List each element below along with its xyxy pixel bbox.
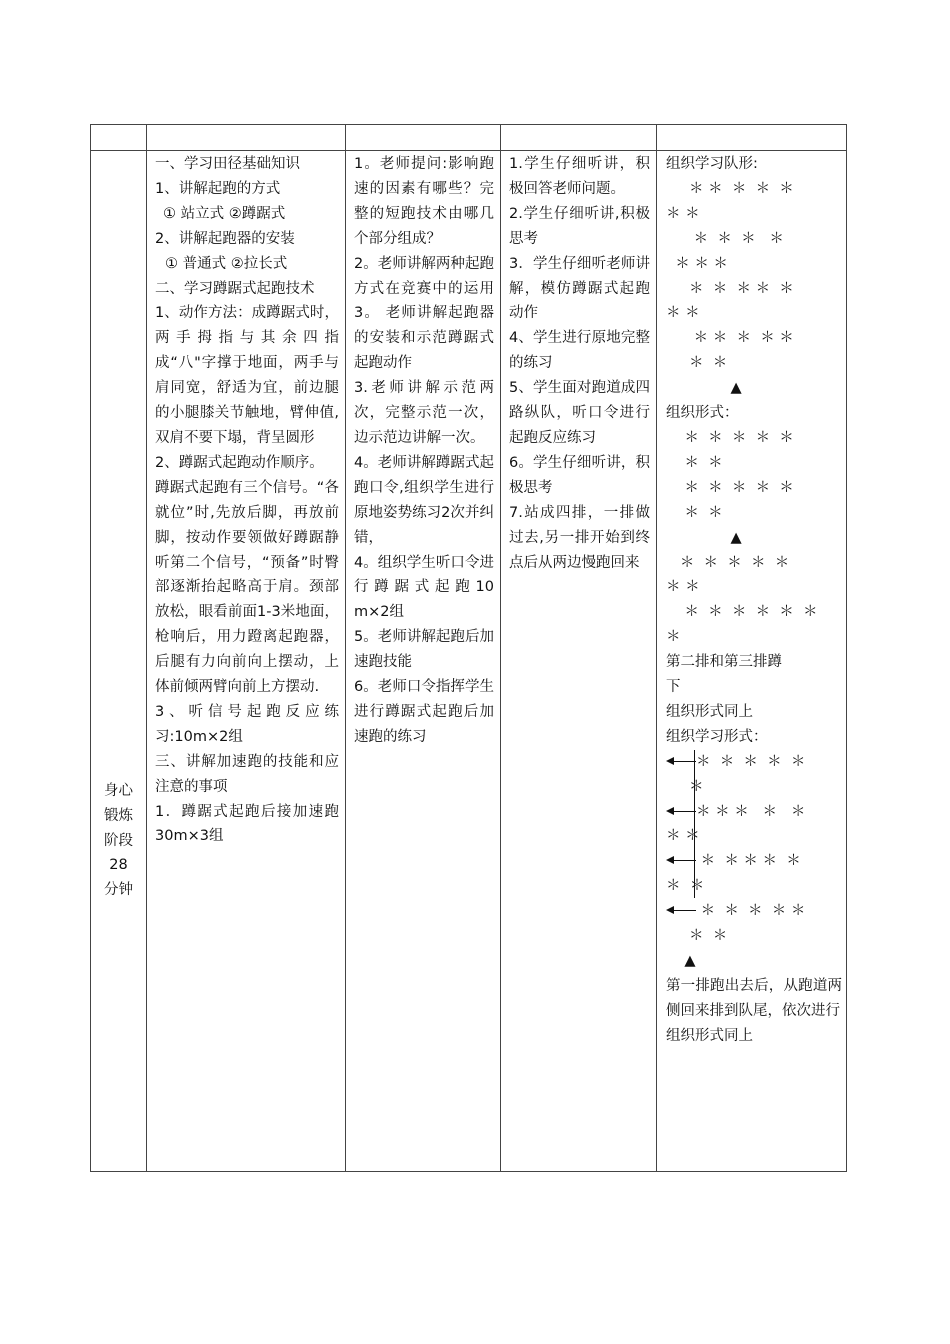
formation-row: ＊ ＊ ＊ ＊ ＊ (666, 429, 794, 446)
formation-row: ＊ ＊ ＊ ＊ ＊ (666, 330, 794, 347)
student-line: 6。学生仔细听讲，积极思考 (509, 454, 650, 496)
org-text: 组织形式同上 (666, 703, 753, 720)
org-title: 组织形式： (666, 405, 739, 422)
header-cell-3 (346, 125, 501, 151)
content-line: 2、蹲踞式起跑动作顺序。 (155, 454, 324, 471)
header-cell-2 (147, 125, 346, 151)
formation-row: ＊ ＊ (666, 928, 728, 945)
formation-row: ＊ (666, 778, 704, 795)
student-line: 2.学生仔细听讲,积极思考 (509, 205, 650, 247)
formation-row: ＊ ＊ ＊ (666, 255, 728, 272)
content-line: 2、讲解起跑器的安装 (155, 230, 295, 247)
formation-row: ＊ ＊ (666, 878, 705, 895)
formation-row: ＊ ＊ ＊ ＊ ＊ (696, 853, 801, 870)
formation-row: ＊ ＊ (666, 579, 700, 596)
formation-row: ＊ (666, 629, 681, 646)
formation-row: ＊ ＊ (666, 454, 723, 471)
teacher-triangle-icon: ▲ (666, 953, 696, 969)
header-row (91, 125, 847, 151)
org-title: 组织学习队形: (666, 156, 758, 172)
content-line: ① 站立式 ②蹲踞式 (163, 205, 286, 222)
formation-row: ＊ ＊ ＊ ＊ ＊ ＊ (666, 604, 818, 621)
content-line: 二、学习蹲踞式起跑技术 (155, 280, 315, 297)
student-line: 1.学生仔细听讲，积极回答老师问题。 (509, 156, 650, 197)
organization-cell (657, 151, 847, 1172)
stage-cell (91, 151, 147, 1172)
content-line: 一、学习田径基础知识 (155, 156, 300, 172)
student-line: 5、学生面对跑道成四路纵队，听口令进行起跑反应练习 (509, 380, 650, 446)
content-line: 蹲踞式起跑有三个信号。“各就位”时,先放后脚，再放前脚，按动作要领做好蹲踞静听第二个信号，“预备”时臀部逐渐抬起略高于肩。颈部放松，眼看前面1-3米地面，枪响后，用力蹬离起跑器，后腿有力向前向上摆动，上体前倾两臂向前上方摆动. (155, 479, 339, 696)
left-arrow-icon (666, 800, 696, 824)
teacher-triangle-icon: ▲ (666, 380, 742, 397)
formation-row: ＊ ＊ ＊ ＊ ＊ (666, 554, 790, 571)
formation-row: ＊ ＊ ＊ ＊ ＊ (666, 479, 794, 496)
student-line: 7.站成四排，一排做过去,另一排开始到终点后从两边慢跑回来 (509, 504, 650, 571)
header-cell-1 (91, 125, 147, 151)
lesson-plan-table (90, 124, 847, 1172)
student-line: 3．学生仔细听老师讲解，模仿蹲踞式起跑动作 (509, 255, 650, 322)
student-cell (501, 151, 657, 1172)
teacher-line: 5。老师讲解起跑后加速跑技能 (354, 629, 494, 671)
content-line: 3、听信号起跑反应练习:10m×2组 (155, 703, 339, 745)
content-line: 1、动作方法：成蹲踞式时，两手拇指与其余四指成“八"字撑于地面，两手与肩同宽，舒适为宜，前边腿的小腿膝关节触地，臂伸值,双肩不要下塌，背呈圆形 (155, 305, 339, 446)
org-title: 组织学习形式： (666, 728, 768, 745)
formation-row: ＊ ＊ ＊ ＊ ＊ (696, 753, 806, 770)
org-text: 第一排跑出去后，从跑道两侧回来排到队尾，依次进行 (666, 977, 842, 1019)
org-text: 第二排和第三排蹲 (666, 654, 782, 671)
teacher-line: 4。组织学生听口令进行蹲踞式起跑10 m×2组 (354, 554, 494, 621)
stage-label: 身心锻炼阶段28分钟 (104, 782, 133, 899)
formation-row: ＊ ＊ (666, 504, 723, 521)
header-cell-5 (657, 125, 847, 151)
formation-row: ＊ ＊ (666, 205, 700, 222)
formation-row: ＊ ＊ (666, 828, 700, 845)
student-line: 4、学生进行原地完整的练习 (509, 330, 650, 372)
teacher-line: 1。老师提问:影响跑速的因素有哪些？完整的短跑技术由哪几个部分组成？ (354, 156, 494, 247)
content-row (91, 151, 847, 1172)
teacher-line: 2。老师讲解两种起跑方式在竞赛中的运用3。 老师讲解起跑器的安装和示范蹲踞式起跑动作 (354, 255, 494, 372)
org-text: 组织形式同上 (666, 1027, 753, 1044)
teacher-triangle-icon: ▲ (666, 529, 742, 546)
header-cell-4 (501, 125, 657, 151)
left-arrow-icon (666, 750, 696, 774)
formation-row: ＊ ＊ ＊ ＊ ＊ (666, 280, 794, 297)
left-arrow-icon (666, 899, 696, 923)
formation-row: ＊ ＊ ＊ ＊ (666, 230, 784, 247)
org-text: 下 (666, 679, 681, 696)
formation-row: ＊ ＊ (666, 305, 700, 322)
formation-row: ＊ ＊ ＊ ＊ ＊ (696, 903, 806, 920)
left-arrow-icon (666, 849, 696, 873)
content-cell (147, 151, 346, 1172)
content-line: 三、讲解加速跑的技能和应注意的事项 (155, 753, 339, 795)
content-line: ① 普通式 ②拉长式 (165, 255, 288, 272)
formation-row: ＊ ＊ ＊ ＊ ＊ (666, 180, 794, 197)
teacher-cell (346, 151, 501, 1172)
content-line: 1、讲解起跑的方式 (155, 180, 281, 197)
content-line: 1．蹲踞式起跑后接加速跑30m×3组 (155, 803, 339, 845)
teacher-line: 6。老师口令指挥学生进行蹲踞式起跑后加速跑的练习 (354, 679, 494, 745)
teacher-line: 4。老师讲解蹲踞式起跑口令,组织学生进行原地姿势练习2次并纠错， (354, 454, 494, 546)
running-formation (666, 750, 842, 949)
formation-row: ＊ ＊ (666, 355, 728, 372)
formation-row: ＊ ＊ ＊ ＊ ＊ (696, 803, 806, 820)
teacher-line: 3.老师讲解示范两次，完整示范一次，边示范边讲解一次。 (354, 380, 494, 446)
